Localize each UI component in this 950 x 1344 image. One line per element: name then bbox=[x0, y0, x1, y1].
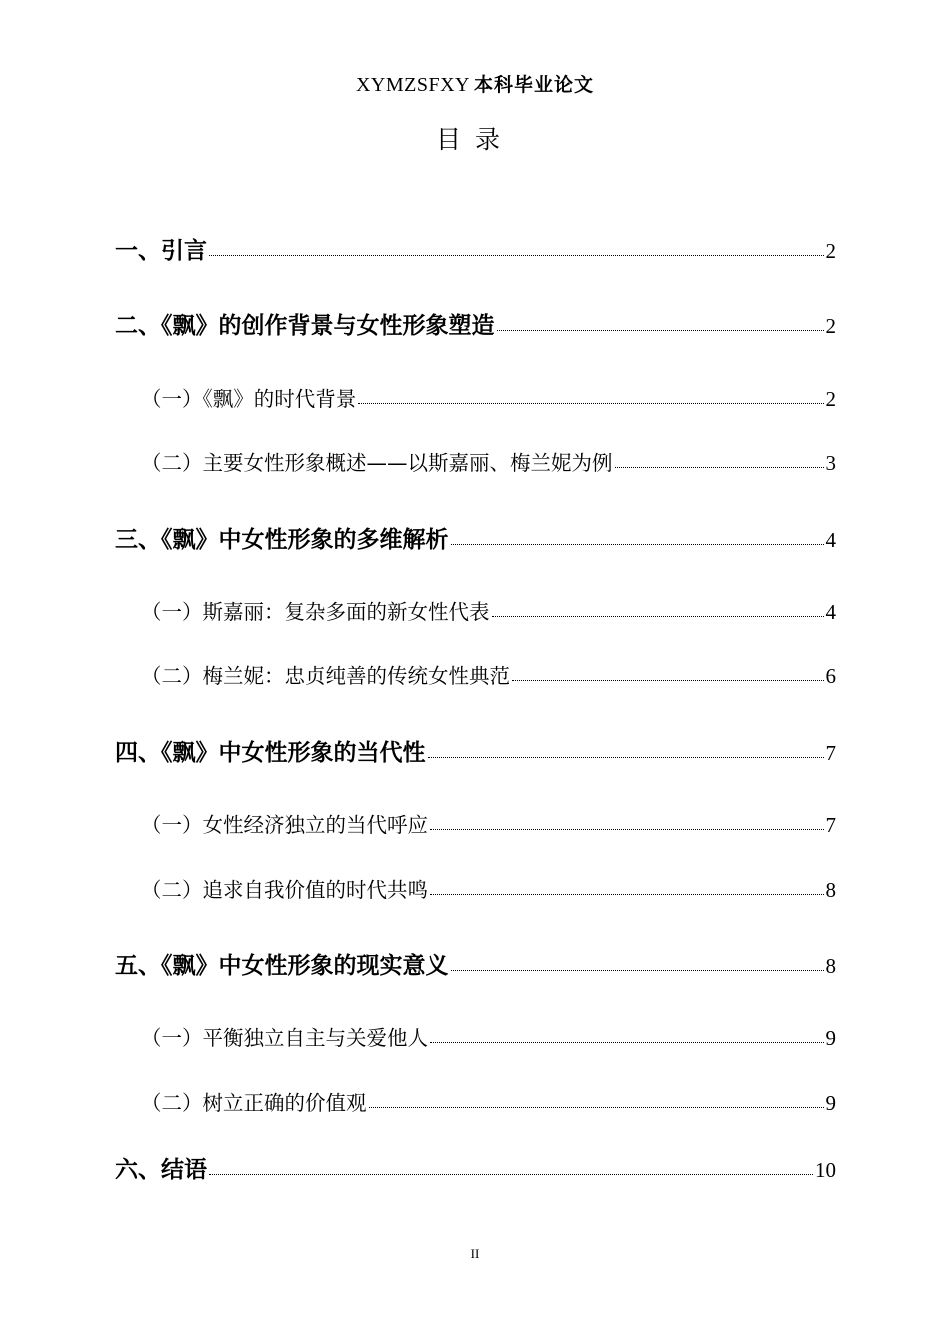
toc-entry-title: 五、《飘》中女性形象的现实意义 bbox=[115, 953, 449, 979]
toc-leader-dots bbox=[451, 970, 824, 971]
header-title: 本科毕业论文 bbox=[474, 74, 595, 96]
toc-entry-4-2[interactable] bbox=[141, 873, 836, 905]
toc-page-number: 4 bbox=[825, 600, 836, 624]
toc-leader-dots bbox=[512, 680, 824, 681]
toc-leader-dots bbox=[369, 1107, 824, 1108]
toc-page-number: 2 bbox=[825, 314, 836, 338]
toc-entry-title: （一）斯嘉丽：复杂多面的新女性代表 bbox=[141, 600, 490, 624]
toc-entry-2-1[interactable] bbox=[141, 382, 836, 414]
toc-entry-5[interactable] bbox=[115, 947, 836, 979]
toc-page-number: 3 bbox=[825, 451, 836, 475]
toc-entry-title: 三、《飘》中女性形象的多维解析 bbox=[115, 527, 449, 553]
toc-leader-dots bbox=[451, 544, 824, 545]
toc-entry-title: 一、引言 bbox=[115, 238, 207, 264]
toc-page-number: 9 bbox=[825, 1026, 836, 1050]
toc-leader-dots bbox=[497, 330, 824, 331]
toc-page-number: 9 bbox=[825, 1091, 836, 1115]
toc-page-number: 7 bbox=[825, 741, 836, 765]
toc-page-number: 6 bbox=[825, 664, 836, 688]
toc-page-number: 8 bbox=[825, 954, 836, 978]
toc-leader-dots bbox=[358, 403, 823, 404]
toc-entry-3-2[interactable] bbox=[141, 659, 836, 691]
toc-page-number: 4 bbox=[825, 528, 836, 552]
toc-entry-3-1[interactable] bbox=[141, 595, 836, 627]
toc-leader-dots bbox=[615, 467, 824, 468]
toc-entry-title: 二、《飘》的创作背景与女性形象塑造 bbox=[115, 313, 495, 339]
toc-leader-dots bbox=[430, 1042, 824, 1043]
running-header bbox=[0, 70, 950, 100]
toc-title: 目录 bbox=[435, 125, 514, 154]
toc-entry-1[interactable] bbox=[115, 232, 836, 264]
toc-page-number: 7 bbox=[825, 813, 836, 837]
toc-entry-title: （一）女性经济独立的当代呼应 bbox=[141, 813, 428, 837]
toc-entry-2[interactable] bbox=[115, 307, 836, 339]
toc-page-number: 8 bbox=[825, 878, 836, 902]
toc-entry-title: （二）主要女性形象概述——以斯嘉丽、梅兰妮为例 bbox=[141, 451, 613, 475]
toc-leader-dots bbox=[430, 894, 824, 895]
toc-entry-6[interactable] bbox=[115, 1151, 836, 1183]
toc-page-number: 10 bbox=[815, 1158, 836, 1182]
toc-entry-title: （二）追求自我价值的时代共鸣 bbox=[141, 878, 428, 902]
toc-entry-3[interactable] bbox=[115, 521, 836, 553]
toc-leader-dots bbox=[428, 757, 824, 758]
toc-entry-5-2[interactable] bbox=[141, 1086, 836, 1118]
toc-entry-title: 四、《飘》中女性形象的当代性 bbox=[115, 740, 426, 766]
toc-entry-4[interactable] bbox=[115, 734, 836, 766]
header-latin: XYMZSFXY bbox=[355, 74, 470, 96]
toc-entry-title: （二）树立正确的价值观 bbox=[141, 1091, 367, 1115]
toc-page-number: 2 bbox=[825, 387, 836, 411]
footer-page-number: II bbox=[470, 1246, 480, 1261]
toc-entry-2-2[interactable] bbox=[141, 446, 836, 478]
toc-entry-title: （一）《飘》的时代背景 bbox=[141, 387, 357, 411]
toc-entry-4-1[interactable] bbox=[141, 808, 836, 840]
toc-leader-dots bbox=[209, 1174, 813, 1175]
toc-entry-title: （一）平衡独立自主与关爱他人 bbox=[141, 1026, 428, 1050]
toc-leader-dots bbox=[209, 255, 824, 256]
toc-page-number: 2 bbox=[825, 239, 836, 263]
toc-entry-title: 六、结语 bbox=[115, 1157, 207, 1183]
toc-entry-title: （二）梅兰妮：忠贞纯善的传统女性典范 bbox=[141, 664, 510, 688]
toc-leader-dots bbox=[492, 616, 824, 617]
toc-entry-5-1[interactable] bbox=[141, 1021, 836, 1053]
toc-leader-dots bbox=[430, 829, 824, 830]
